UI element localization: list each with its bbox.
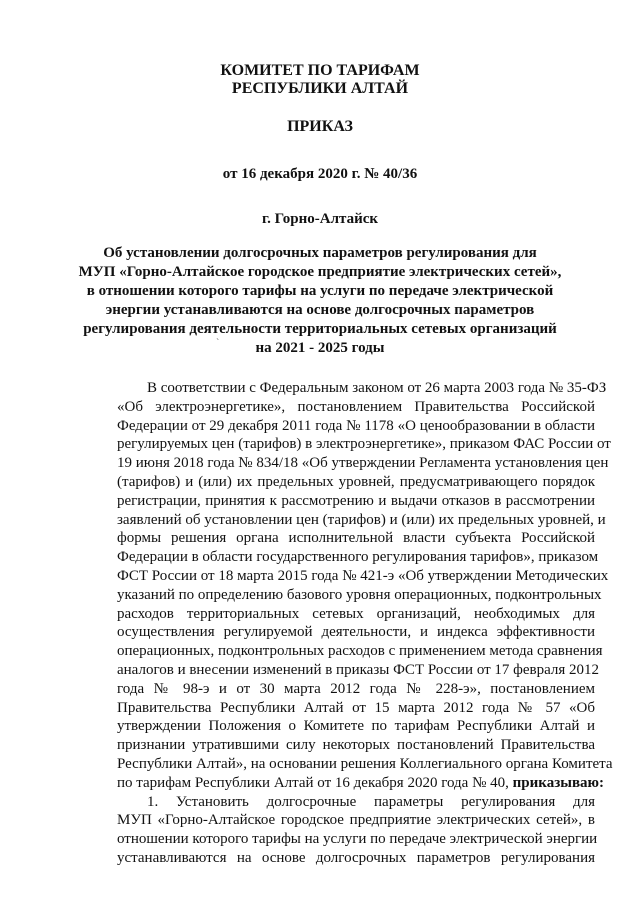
scan-mark: ` <box>216 338 220 349</box>
organization-name <box>0 62 640 98</box>
body-line: указаний по определению базового уровня операционных, подконтрольных <box>117 586 602 603</box>
body-line: регулируемых цен (тарифов) в электроэнергетике», приказом ФАС России от <box>117 436 611 453</box>
body-line: 19 июня 2018 года № 834/18 «Об утверждении Регламента установления цен <box>117 455 609 472</box>
body-final-text: по тарифам Республики Алтай от 16 декабря 2020 года № 40, <box>117 774 509 791</box>
item-1-line: МУП «Горно-Алтайское городское предприятие электрических сетей», в <box>117 812 595 829</box>
document-body <box>117 379 613 868</box>
body-line: Правительства Республики Алтай от 15 марта 2012 года № 57 «Об <box>117 699 595 716</box>
document-date-number: от 16 декабря 2020 г. № 40/36 <box>222 166 418 182</box>
subject-line: МУП «Горно-Алтайское городское предприятие электрических сетей», <box>78 264 562 280</box>
org-line-1: КОМИТЕТ ПО ТАРИФАМ <box>220 62 420 79</box>
body-line: аналогов и внесении изменений в приказы ФСТ России от 17 февраля 2012 <box>117 661 600 678</box>
body-line: регистрации, принятия к рассмотрению и выдачи отказов в рассмотрении <box>117 492 595 509</box>
body-line: В соответствии с Федеральным законом от 26 марта 2003 года № 35-ФЗ <box>147 380 607 396</box>
body-line: Республики Алтай», на основании решения Коллегиального органа Комитета <box>117 755 613 772</box>
subject-line: на 2021 - 2025 годы <box>255 340 385 356</box>
item-1-line: устанавливаются на основе долгосрочных параметров регулирования <box>117 849 595 866</box>
body-line: заявлений об установлении цен (тарифов) и (или) их предельных уровней, и <box>117 511 606 528</box>
document-type: ПРИКАЗ <box>287 118 353 135</box>
order-verb: приказываю: <box>512 774 604 791</box>
body-line: Федерации от 29 декабря 2011 года № 1178 «О ценообразовании в области <box>117 417 595 434</box>
body-line: утверждении Положения о Комитете по тарифам Республики Алтай и <box>117 718 595 735</box>
body-line: осуществления регулируемой деятельности, и индекса эффективности <box>117 624 595 641</box>
body-line: ФСТ России от 18 марта 2015 года № 421-э «Об утверждении Методических <box>117 567 609 584</box>
subject-line: энергии устанавливаются на основе долгосрочных параметров <box>105 302 535 318</box>
body-line: Федерации в области государственного регулирования тарифов», приказом <box>117 549 599 566</box>
subject-line: Об установлении долгосрочных параметров регулирования для <box>103 245 537 261</box>
document-city: г. Горно-Алтайск <box>261 211 379 227</box>
body-line: расходов территориальных сетевых организаций, необходимых для <box>117 605 595 622</box>
body-final-line <box>117 774 604 793</box>
item-1-line: отношении которого тарифы на услуги по передаче электрической энергии <box>117 831 598 848</box>
body-line: (тарифов) и (или) их предельных уровней, предусматривающего порядок <box>117 473 595 490</box>
body-line: года № 98-э и от 30 марта 2012 года № 228-э», постановлением <box>117 680 595 697</box>
subject-line: регулирования деятельности территориальных сетевых организаций <box>83 321 557 337</box>
document-subject <box>0 244 640 358</box>
body-line: операционных, подконтрольных расходов с применением метода сравнения <box>117 643 603 660</box>
body-line: «Об электроэнергетике», постановлением Правительства Российской <box>117 398 595 415</box>
body-line: формы решения органа исполнительной власти субъекта Российской <box>117 530 595 547</box>
item-1-line: 1. Установить долгосрочные параметры регулирования для <box>147 793 595 810</box>
body-line: признании утратившими силу некоторых постановлений Правительства <box>117 737 595 754</box>
subject-line: в отношении которого тарифы на услуги по передаче электрической <box>86 283 554 299</box>
org-line-2: РЕСПУБЛИКИ АЛТАЙ <box>231 80 409 97</box>
